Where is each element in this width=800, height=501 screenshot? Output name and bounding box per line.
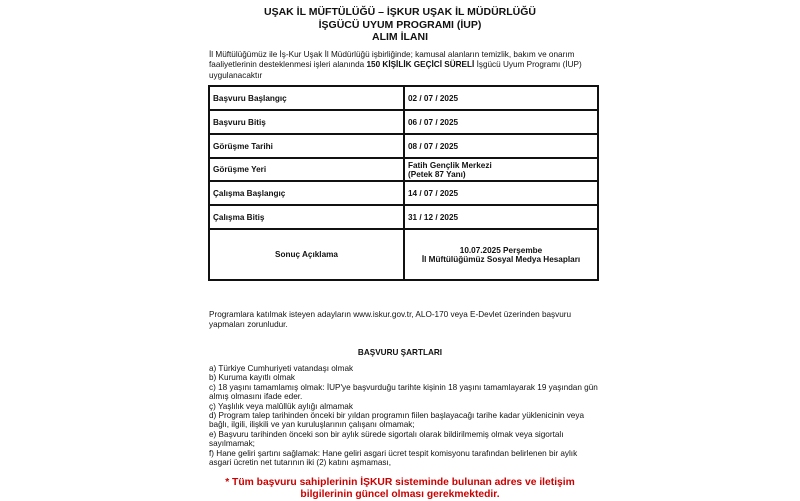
condition-item: d) Program talep tarihinden önceki bir yıldan programın fiilen başlayacağı tarihe kadar yüklenicinin veya bağlı, ilgili, ilişkili ve yan kuruluşlarının çalışanı olmamak; bbox=[209, 411, 585, 430]
table-row bbox=[209, 181, 598, 205]
condition-item: b) Kuruma kayıtlı olmak bbox=[209, 373, 295, 383]
header-line-3: ALIM İLANI bbox=[372, 31, 428, 43]
row-label: Görüşme Tarihi bbox=[209, 134, 404, 158]
condition-item: f) Hane geliri şartını sağlamak: Hane geliri asgari ücret tespit komisyonu tarafından belirlenen bir aylık asgari ücretin net tutarının iki (2) katını aşmaması, bbox=[209, 448, 578, 468]
document-header bbox=[0, 6, 800, 44]
row-label: Sonuç Açıklama bbox=[209, 229, 404, 280]
row-value-line-1: 10.07.2025 Perşembe bbox=[459, 245, 543, 255]
intro-paragraph bbox=[209, 50, 604, 81]
important-notice bbox=[0, 477, 800, 501]
row-value: 02 / 07 / 2025 bbox=[404, 86, 598, 110]
condition-item: e) Başvuru tarihinden önceki son bir aylık sürede sigortalı olarak bildirilmemiş olmak veya sigortalı sayılmamak; bbox=[209, 429, 564, 449]
table-row bbox=[209, 86, 598, 110]
condition-item: a) Türkiye Cumhuriyeti vatandaşı olmak bbox=[209, 364, 354, 373]
row-value bbox=[404, 229, 598, 280]
table-row bbox=[209, 205, 598, 229]
row-value bbox=[404, 158, 598, 181]
notice-line-2: bilgilerinin güncel olması gerekmektedir. bbox=[300, 489, 500, 500]
row-label: Çalışma Bitiş bbox=[209, 205, 404, 229]
table-row bbox=[209, 158, 598, 181]
table-row bbox=[209, 134, 598, 158]
conditions-title: BAŞVURU ŞARTLARI bbox=[357, 348, 443, 357]
intro-text-before: İl Müftülüğümüz ile İş-Kur Uşak İl Müdürlüğü işbirliğinde; kamusal alanların temizlik, bakım ve onarım faaliyetlerinin desteklenmesi işleri alanında bbox=[209, 50, 575, 70]
schedule-table bbox=[208, 85, 599, 281]
row-label: Görüşme Yeri bbox=[209, 158, 404, 181]
intro-text-after: İşgücü Uyum Programı (İUP) uygulanacaktır bbox=[209, 60, 582, 80]
condition-item: c) 18 yaşını tamamlamış olmak: İUP'ye başvurduğu tarihte kişinin 18 yaşını tamamlayarak 19 yaşından gün almış olmasını ifade eder. bbox=[209, 382, 598, 402]
notice-line-1: * Tüm başvuru sahiplerinin İŞKUR sisteminde bulunan adres ve iletişim bbox=[225, 477, 575, 488]
row-value: 06 / 07 / 2025 bbox=[404, 110, 598, 134]
header-line-2: İŞGÜCÜ UYUM PROGRAMI (İUP) bbox=[318, 18, 482, 31]
application-info: Programlara katılmak isteyen adayların www.iskur.gov.tr, ALO-170 veya E-Devlet üzerinden başvuru yapmaları zorunludur. bbox=[209, 310, 572, 330]
row-value: 14 / 07 / 2025 bbox=[404, 181, 598, 205]
row-label: Çalışma Başlangıç bbox=[209, 181, 404, 205]
condition-item: ç) Yaşlılık veya malûllük aylığı almamak bbox=[209, 401, 353, 411]
table-row bbox=[209, 229, 598, 280]
row-value-line-2: (Petek 87 Yanı) bbox=[408, 169, 466, 179]
row-value: 08 / 07 / 2025 bbox=[404, 134, 598, 158]
conditions-list bbox=[209, 364, 599, 467]
header-line-1: UŞAK İL MÜFTÜLÜĞÜ – İŞKUR UŞAK İL MÜDÜRLÜĞÜ bbox=[263, 6, 537, 18]
row-value-line-1: Fatih Gençlik Merkezi bbox=[408, 160, 492, 170]
table-row bbox=[209, 110, 598, 134]
row-label: Başvuru Bitiş bbox=[209, 110, 404, 134]
row-value-line-2: İl Müftülüğümüz Sosyal Medya Hesapları bbox=[421, 254, 581, 264]
row-label: Başvuru Başlangıç bbox=[209, 86, 404, 110]
intro-text-bold: 150 KİŞİLİK GEÇİCİ SÜRELİ bbox=[366, 60, 475, 70]
row-value: 31 / 12 / 2025 bbox=[404, 205, 598, 229]
